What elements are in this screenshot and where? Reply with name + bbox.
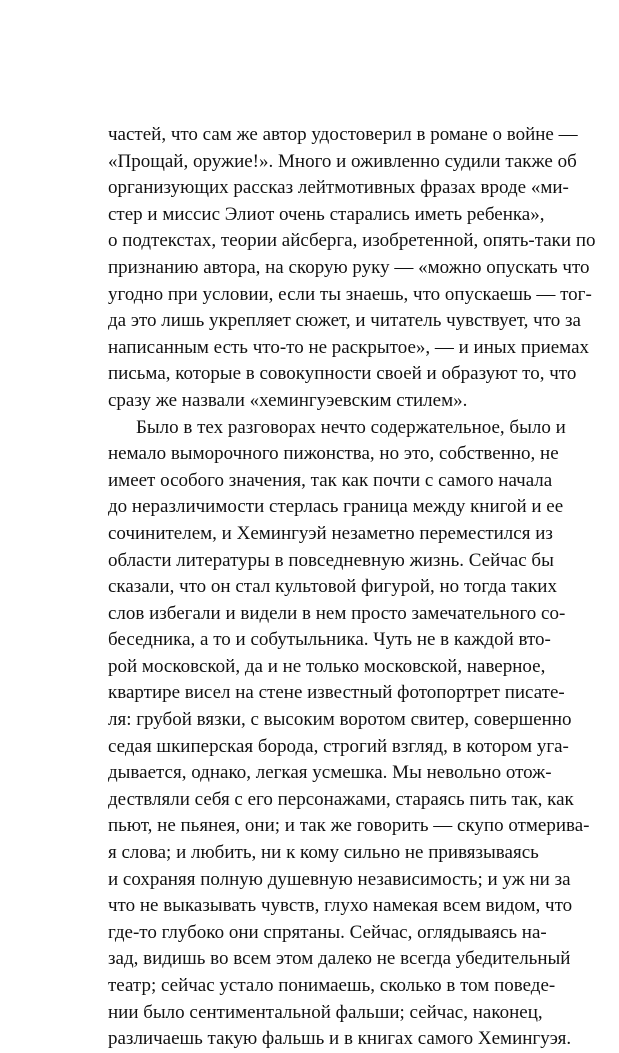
text-line: пьют, не пьянея, они; и так же говорить — скупо отмерива- xyxy=(108,815,590,837)
text-line: дывается, однако, легкая усмешка. Мы невольно отож- xyxy=(108,762,552,784)
text-line: сразу же назвали «хемингуэевским стилем». xyxy=(108,389,468,411)
body-text xyxy=(108,122,596,1053)
text-line: организующих рассказ лейтмотивных фразах вроде «ми- xyxy=(108,177,569,199)
text-line: сочинителем, и Хемингуэй незаметно переместился из xyxy=(108,522,553,544)
paragraph-1 xyxy=(108,122,596,415)
text-line: немало выморочного пижонства, но это, собственно, не xyxy=(108,443,559,465)
text-line: до неразличимости стерлась граница между книгой и ее xyxy=(108,496,564,518)
text-line: стер и миссис Элиот очень старались иметь ребенка», xyxy=(108,203,545,225)
text-line: слов избегали и видели в нем просто замечательного со- xyxy=(108,602,566,624)
text-line: области литературы в повседневную жизнь. Сейчас бы xyxy=(108,549,554,571)
text-line: беседника, а то и собутыльника. Чуть не в каждой вто- xyxy=(108,629,551,651)
text-line: я слова; и любить, ни к кому сильно не привязываясь xyxy=(108,842,539,864)
text-line: рой московской, да и не только московской, наверное, xyxy=(108,655,546,677)
paragraph-2 xyxy=(108,415,590,1053)
text-line: нии было сентиментальной фальши; сейчас, наконец, xyxy=(108,1001,543,1023)
text-line: о подтекстах, теории айсберга, изобретенной, опять-таки по xyxy=(108,230,596,252)
text-line: частей, что сам же автор удостоверил в романе о войне — xyxy=(108,124,578,145)
text-line: различаешь такую фальшь и в книгах самого Хемингуэя. xyxy=(108,1028,572,1050)
text-line: театр; сейчас устало понимаешь, сколько в том поведе- xyxy=(108,975,556,996)
text-line: зад, видишь во всем этом далеко не всегда убедительный xyxy=(108,948,571,970)
text-line: сказали, что он стал культовой фигурой, но тогда таких xyxy=(108,576,557,598)
text-line: и сохраняя полную душевную независимость; и уж ни за xyxy=(108,868,571,890)
text-line: письма, которые в совокупности своей и образуют то, что xyxy=(108,363,577,385)
text-line: где-то глубоко они спрятаны. Сейчас, оглядываясь на- xyxy=(108,921,547,943)
text-line: квартире висел на стене известный фотопортрет писате- xyxy=(108,682,565,704)
text-line: написанным есть что-то не раскрытое», — и иных приемах xyxy=(108,336,590,358)
text-line: дествляли себя с его персонажами, стараясь пить так, как xyxy=(108,788,574,810)
text-line: седая шкиперская борода, строгий взгляд, в котором уга- xyxy=(108,735,569,757)
text-line: имеет особого значения, так как почти с самого начала xyxy=(108,469,553,491)
text-line: угодно при условии, если ты знаешь, что опускаешь — тог- xyxy=(108,283,592,305)
text-line: ля: грубой вязки, с высоким воротом свитер, совершенно xyxy=(108,709,572,731)
text-line: «Прощай, оружие!». Много и оживленно судили также об xyxy=(108,150,577,172)
text-line: что не выказывать чувств, глухо намекая всем видом, что xyxy=(108,895,573,917)
text-line: признанию автора, на скорую руку — «можно опускать что xyxy=(108,256,590,278)
text-line: да это лишь укрепляет сюжет, и читатель чувствует, что за xyxy=(108,310,581,332)
text-line: Было в тех разговорах нечто содержательное, было и xyxy=(136,416,566,438)
